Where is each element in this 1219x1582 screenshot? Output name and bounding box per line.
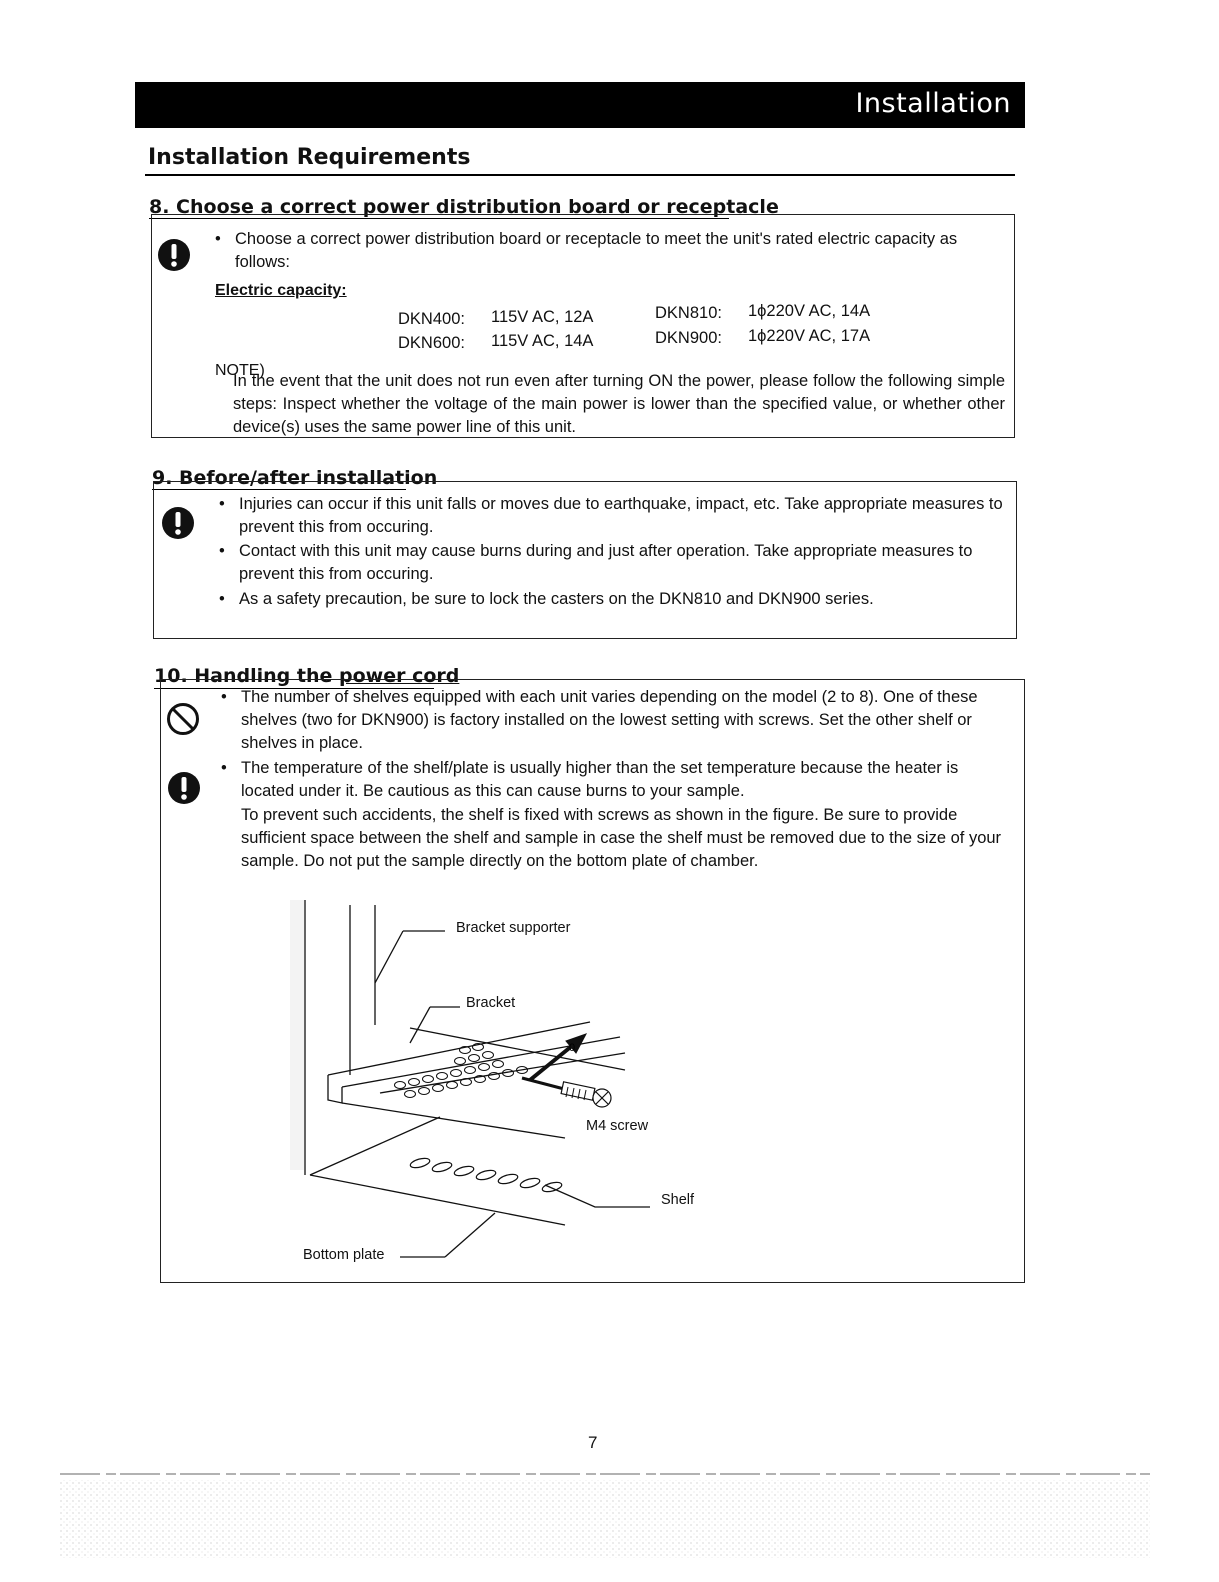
section-9-bullet: • Contact with this unit may cause burns during and just after operation. Take appropriate measures to prevent this from occuring. — [217, 540, 1029, 586]
label-m4-screw: M4 screw — [586, 1118, 649, 1134]
label-bracket: Bracket — [466, 995, 516, 1011]
header-title: Installation — [855, 88, 1011, 119]
spec-value: 1ϕ220V AC, 14A — [748, 302, 871, 320]
note-label: NOTE) — [215, 362, 265, 379]
spec-model: DKN900: — [655, 329, 722, 347]
label-bracket-supporter: Bracket supporter — [456, 920, 571, 936]
section-9-heading: 9. Before/after installation — [152, 467, 438, 489]
section-8-heading: 8. Choose a correct power distribution board or receptacle — [149, 196, 779, 218]
section-9-bullet: • Injuries can occur if this unit falls or moves due to earthquake, impact, etc. Take appropriate measures to prevent this from occuring. — [217, 493, 1029, 539]
title-divider — [145, 174, 1015, 176]
spec-value: 115V AC, 12A — [491, 308, 594, 326]
prohibited-icon — [165, 701, 201, 737]
section-10-heading-underlined: power cord — [339, 665, 460, 687]
section-10-bullet: • The number of shelves equipped with each unit varies depending on the model (2 to 8). One of these shelves (two for DKN900) is factory installed on the lowest setting with screws. Set the other shelf or shelves in place. — [219, 686, 1031, 755]
electric-capacity-label: Electric capacity: — [215, 282, 347, 299]
section-10-bullet: • The temperature of the shelf/plate is usually higher than the set temperature because the heater is located under it. Be cautious as this can cause burns to your sample. — [219, 757, 1001, 803]
scan-noise-footer — [60, 1470, 1150, 1560]
shelf-mounting-diagram — [290, 895, 750, 1275]
section-10-paragraph: To prevent such accidents, the shelf is fixed with screws as shown in the figure. Be sure to provide sufficient space between the shelf and sample in case the shelf must be removed due to the size of your sample. Do not put the sample directly on the bottom plate of chamber. — [241, 806, 1002, 870]
section-8-bullet: • Choose a correct power distribution board or receptacle to meet the unit's rated electric capacity as follows: — [213, 228, 975, 274]
caution-icon — [161, 506, 195, 540]
section-9-bullet: • As a safety precaution, be sure to lock the casters on the DKN810 and DKN900 series. — [217, 588, 1029, 611]
spec-value: 115V AC, 14A — [491, 332, 594, 350]
spec-model: DKN810: — [655, 304, 722, 322]
label-shelf: Shelf — [661, 1192, 695, 1208]
spec-model: DKN600: — [398, 334, 465, 352]
diagram-zero-mark: 0 — [569, 1042, 576, 1054]
spec-model: DKN400: — [398, 310, 465, 328]
caution-icon — [167, 771, 201, 805]
page-number: 7 — [588, 1433, 598, 1452]
label-bottom-plate: Bottom plate — [303, 1247, 385, 1263]
page-title: Installation Requirements — [148, 145, 471, 170]
note-text: In the event that the unit does not run even after turning ON the power, please follow the following simple steps: Inspect whether the voltage of the main power is lower than the specified value, or whether other device(s) uses the same power line of this unit. — [233, 372, 1005, 436]
section-10-heading-text: 10. Handling the — [154, 665, 339, 687]
caution-icon — [157, 238, 191, 272]
header-bar — [135, 82, 1025, 128]
spec-value: 1ϕ220V AC, 17A — [748, 327, 871, 345]
